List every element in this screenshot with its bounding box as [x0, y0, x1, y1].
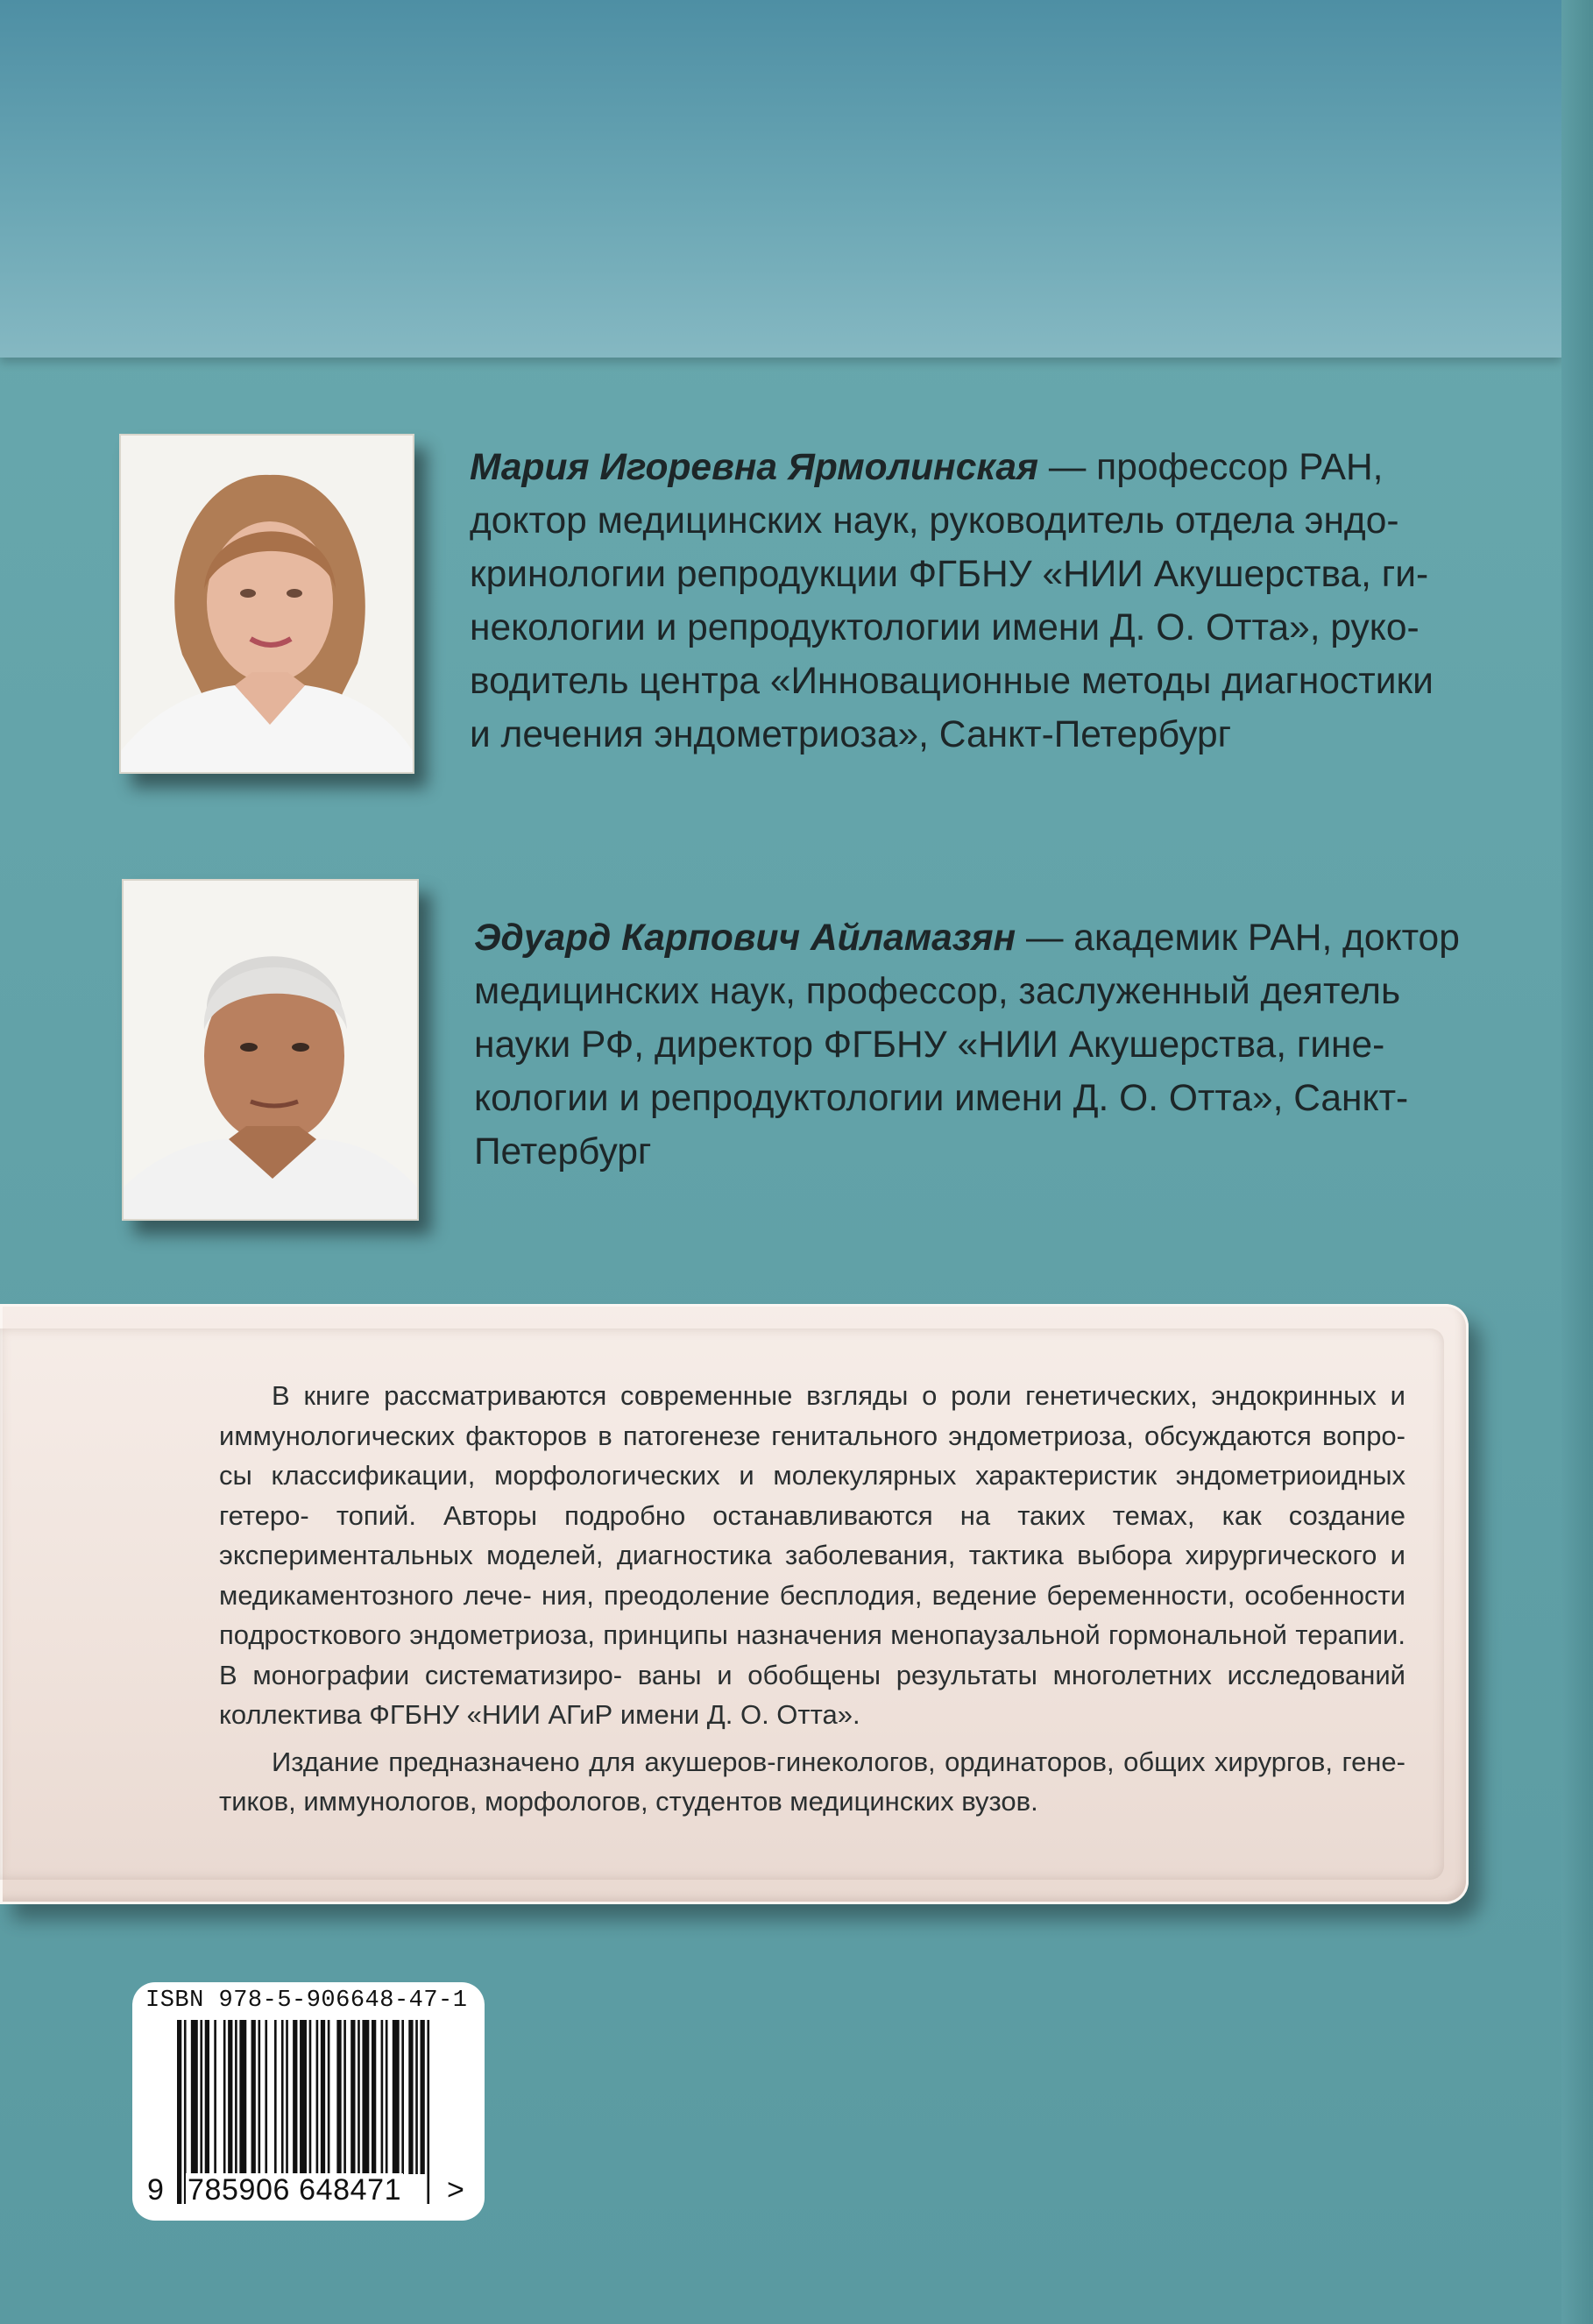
- barcode-bar: [381, 2020, 384, 2174]
- top-color-band: [0, 0, 1561, 358]
- barcode-bar: [274, 2020, 277, 2174]
- bio1-line: водитель центра «Инновационные методы диагностики: [470, 661, 1434, 702]
- summary-line: ния, преодоление бесплодия, ведение беременности, особенности подросткового эндометриоза,: [219, 1579, 1405, 1650]
- barcode-bar: [408, 2020, 413, 2174]
- barcode-bar: [321, 2020, 325, 2174]
- isbn-label: ISBN 978-5-906648-47-1: [145, 1987, 468, 2014]
- barcode-bar: [293, 2020, 297, 2174]
- summary-line: Издание предназначено для акушеров-гинекологов, ординаторов, общих хирургов, гене-: [272, 1746, 1405, 1777]
- barcode-bar: [372, 2020, 376, 2174]
- barcode-bar: [316, 2020, 319, 2174]
- summary-paragraph-2: [219, 1742, 1405, 1822]
- summary-paragraph-1: [219, 1376, 1405, 1735]
- author-name-1: Мария Игоревна Ярмолинская: [470, 447, 1039, 488]
- ean-first-digit: 9: [147, 2173, 164, 2207]
- barcode-bar: [300, 2020, 307, 2174]
- author-photo-ailamazyan: [122, 879, 419, 1221]
- barcode-bar: [205, 2020, 209, 2174]
- summary-line: ваны и обобщены результаты многолетних исследований коллектива ФГБНУ «НИИ АГиР: [219, 1659, 1405, 1730]
- barcode-bar: [415, 2020, 418, 2174]
- barcode-bar: [427, 2020, 429, 2204]
- barcode-bar: [191, 2020, 198, 2174]
- bio2-line: медицинских наук, профессор, заслуженный деятель: [474, 971, 1401, 1012]
- barcode-bar: [343, 2020, 346, 2174]
- author-name-2: Эдуард Карпович Айламазян: [474, 918, 1016, 959]
- summary-line: В книге рассматриваются современные взгляды о роли генетических, эндокринных: [272, 1380, 1377, 1411]
- barcode-bar: [223, 2020, 226, 2174]
- barcode-bar: [401, 2020, 404, 2174]
- barcode-bar: [328, 2020, 330, 2174]
- author-bio-2: [474, 911, 1471, 1179]
- summary-line: принципы назначения менопаузальной гормональной терапии. В монографии систематизиро-: [219, 1619, 1405, 1690]
- bio1-line: доктор медицинских наук, руководитель отдела эндо-: [470, 500, 1399, 542]
- barcode-bar: [358, 2020, 360, 2174]
- bio2-line: науки РФ, директор ФГБНУ «НИИ Акушерства, гине-: [474, 1024, 1385, 1066]
- summary-line: тиков, иммунологов, морфологов, студентов медицинских вузов.: [219, 1786, 1038, 1817]
- summary-line: и иммунологических факторов в патогенезе генитального эндометриоза, обсуждаются вопро-: [219, 1380, 1405, 1451]
- summary-line: топий. Авторы подробно останавливаются на таких темах, как создание экспериментальных: [219, 1499, 1405, 1570]
- barcode-bar: [350, 2020, 355, 2174]
- barcode-bar: [281, 2020, 284, 2174]
- barcode-bar: [362, 2020, 369, 2174]
- spine-edge: [1561, 0, 1593, 2324]
- bio2-line: кологии и репродуктологии имени Д. О. Отта», Санкт-: [474, 1078, 1409, 1119]
- ean-end-mark: >: [447, 2173, 464, 2207]
- barcode-bar: [251, 2020, 256, 2174]
- barcode-bar: [386, 2020, 388, 2174]
- summary-line: моделей, диагностика заболевания, тактика выбора хирургического и медикаментозного лече-: [219, 1540, 1405, 1611]
- barcode-bar: [228, 2020, 232, 2174]
- bio1-line: — профессор РАН,: [1038, 447, 1384, 488]
- bio1-line: некологии и репродуктологии имени Д. О. Отта», руко-: [470, 607, 1420, 648]
- barcode-bar: [265, 2020, 267, 2174]
- barcode-bar: [258, 2020, 261, 2174]
- barcode-bar: [393, 2020, 400, 2174]
- barcode-bar: [200, 2020, 202, 2174]
- author-photo-yarmolinskaya: [119, 434, 414, 774]
- barcode-bar: [239, 2020, 246, 2174]
- barcode-bar: [235, 2020, 237, 2174]
- summary-line: имени Д. О. Отта».: [620, 1699, 860, 1730]
- author-bio-1: [470, 441, 1476, 762]
- barcode-bar: [177, 2020, 181, 2204]
- bio1-line: кринологии репродукции ФГБНУ «НИИ Акушерства, ги-: [470, 554, 1429, 595]
- barcode-bar: [214, 2020, 216, 2174]
- barcode-bar: [336, 2020, 341, 2174]
- barcode-bar: [421, 2020, 425, 2174]
- barcode-bar: [286, 2020, 288, 2174]
- bio2-line: — академик РАН, доктор: [1016, 918, 1460, 959]
- bio2-line: Петербург: [474, 1131, 652, 1173]
- bio1-line: и лечения эндометриоза», Санкт-Петербург: [470, 714, 1232, 755]
- summary-line: сы классификации, морфологических и молекулярных характеристик эндометриоидных гетеро-: [219, 1460, 1405, 1531]
- ean-digits: 785906 648471: [188, 2173, 402, 2207]
- summary-text: [219, 1376, 1405, 1822]
